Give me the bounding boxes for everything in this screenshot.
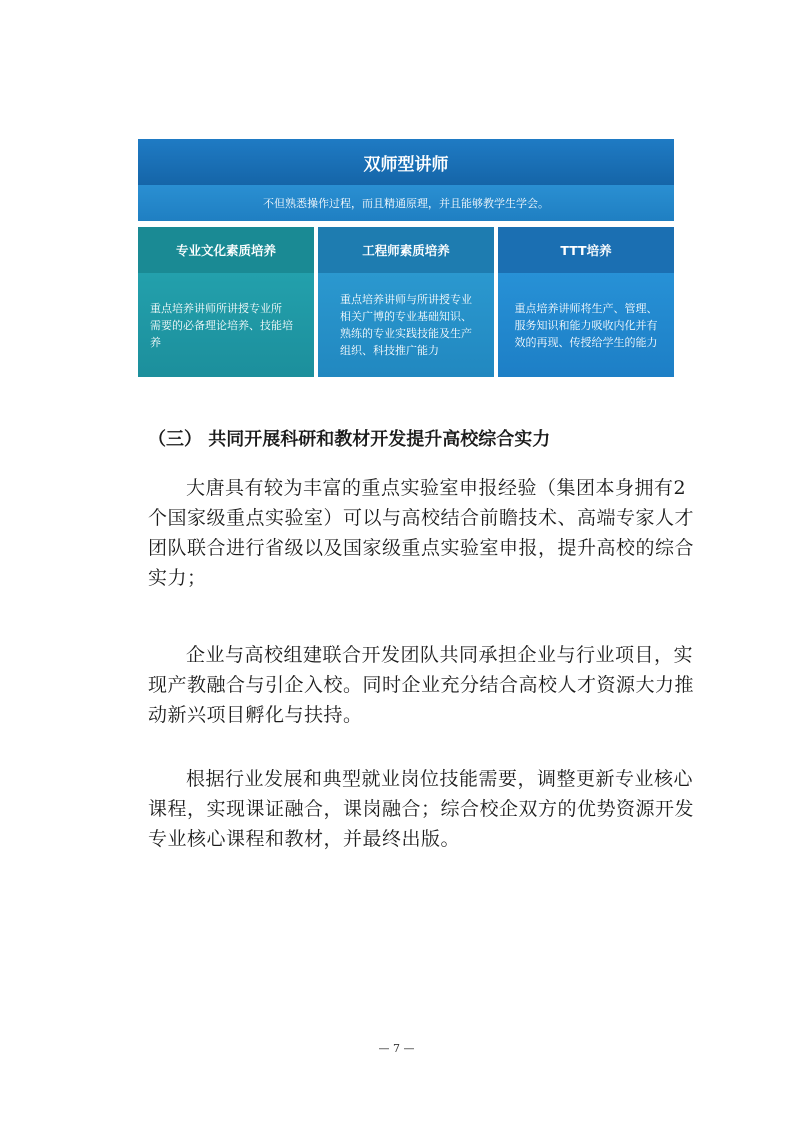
column-line: 服务知识和能力吸收内化并有 [514, 318, 658, 332]
paragraph-line: 现产教融合与引企入校。同时企业充分结合高校人才资源大力推 [148, 674, 695, 696]
paragraph-line: 实力； [148, 567, 207, 589]
column-body [138, 273, 314, 377]
paragraph-line: 动新兴项目孵化与扶持。 [148, 704, 363, 726]
paragraph-line: 企业与高校组建联合开发团队共同承担企业与行业项目，实 [186, 644, 694, 666]
paragraph-line: 大唐具有较为丰富的重点实验室申报经验（集团本身拥有2 [186, 477, 687, 499]
paragraph [148, 640, 695, 730]
figure-subtitle: 不但熟悉操作过程，而且精通原理，并且能够教学生学会。 [138, 185, 674, 221]
column-body [318, 273, 494, 377]
paragraph-line: 课程，实现课证融合，课岗融合；综合校企双方的优势资源开发 [148, 798, 695, 820]
section-heading: （三） 共同开展科研和教材开发提升高校综合实力 [148, 429, 551, 450]
paragraph [148, 764, 695, 854]
column-line: 重点培养讲师与所讲授专业 [340, 293, 472, 306]
column-engineer [318, 227, 494, 377]
dual-teacher-figure [138, 139, 674, 377]
column-heading: 专业文化素质培养 [138, 227, 314, 273]
column-heading: TTT培养 [498, 227, 674, 273]
column-ttt [498, 227, 674, 377]
column-culture [138, 227, 314, 377]
column-line: 相关广博的专业基础知识、 [340, 310, 472, 323]
column-body [498, 273, 674, 377]
paragraph-line: 专业核心课程和教材，并最终出版。 [148, 828, 461, 850]
column-heading: 工程师素质培养 [318, 227, 494, 273]
column-line: 重点培养讲师将生产、管理、 [514, 301, 658, 315]
paragraph-line: 根据行业发展和典型就业岗位技能需要，调整更新专业核心 [186, 768, 694, 790]
paragraph-line: 个国家级重点实验室）可以与高校结合前瞻技术、高端专家人才 [148, 507, 695, 529]
column-line: 效的再现、传授给学生的能力 [514, 335, 658, 349]
paragraph-line: 团队联合进行省级以及国家级重点实验室申报，提升高校的综合 [148, 537, 695, 559]
column-line: 组织、科技推广能力 [340, 344, 439, 357]
column-line: 熟练的专业实践技能及生产 [340, 327, 472, 340]
page-number: — 7 — [378, 1042, 415, 1055]
paragraph [148, 473, 695, 593]
figure-title: 双师型讲师 [138, 139, 674, 185]
column-line: 需要的必备理论培养、技能培养 [150, 318, 293, 349]
column-line: 重点培养讲师所讲授专业所 [150, 301, 282, 315]
